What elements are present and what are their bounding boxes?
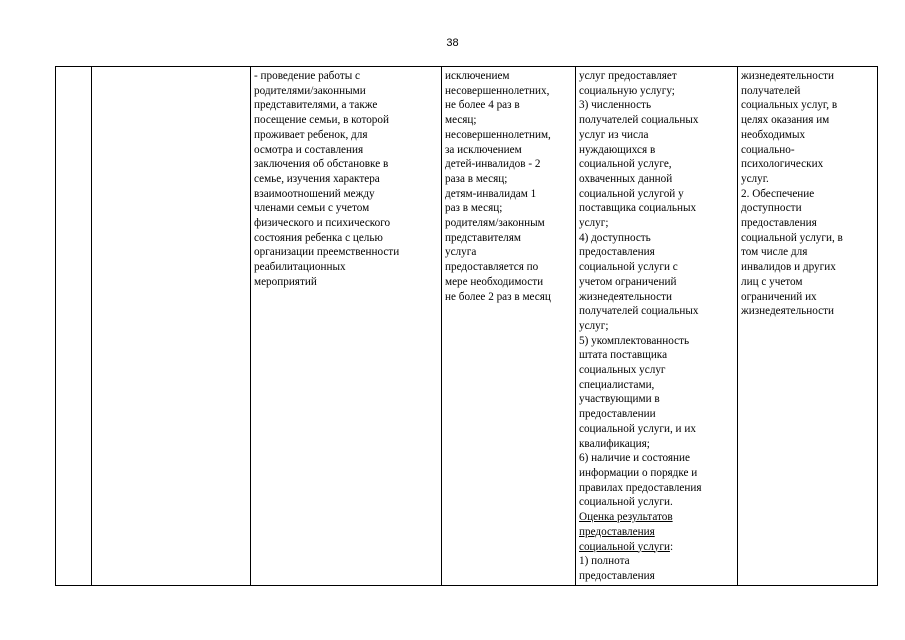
- results-heading-line: [579, 510, 734, 554]
- cell-service-frequency: [442, 67, 576, 586]
- quality-indicators-text: услуг предоставляет социальную услугу; 3) численность получателей социальных услуг из числа нуждающихся в социальной услуге, охваченных данной социальной услугой у поставщика социальных услуг; 4) доступность предоставления социальной услуги с учетом ограничений жизнедеятельности получателей социальных услуг; 5) укомплектованность штата поставщика социальных услуг специалистами, участвующими в предоставлении социальной услуги, и их квалификация; 6) наличие и состояние информации о порядке и правилах предоставления социальной услуги.: [579, 70, 702, 509]
- results-heading: Оценка результатов предоставления социальной услуги: [579, 511, 673, 553]
- services-table: [55, 66, 878, 586]
- service-description-text: - проведение работы с родителями/законными представителями, а также посещение семьи, в которой проживает ребенок, для осмотра и составления заключения об обстановке в семье, изучения характера взаимоотношений между членами семьи с учетом физического и психического состояния ребенка с целью организации преемственности реабилитационных мероприятий: [254, 70, 400, 288]
- conditions-text: жизнедеятельности получателей социальных услуг, в целях оказания им необходимых социально- психологических услуг. 2. Обеспечение доступности предоставления социальной услуги, в том числе для инвалидов и других лиц с учетом ограничений их жизнедеятельности: [741, 70, 843, 318]
- cell-service-name: [92, 67, 251, 586]
- table-row: [56, 67, 878, 586]
- cell-quality-indicators: [576, 67, 738, 586]
- cell-service-description: [251, 67, 442, 586]
- cell-conditions: [738, 67, 878, 586]
- results-text: 1) полнота предоставления: [579, 555, 655, 582]
- cell-number: [56, 67, 92, 586]
- service-frequency-text: исключением несовершеннолетних, не более 4 раз в месяц; несовершеннолетним, за исключением детей-инвалидов - 2 раза в месяц; детям-инвалидам 1 раз в месяц; родителям/законным представителям услуга предоставляется по мере необходимости не более 2 раз в месяц: [445, 70, 551, 303]
- results-heading-suffix: :: [669, 540, 674, 553]
- page-number: 38: [446, 37, 459, 49]
